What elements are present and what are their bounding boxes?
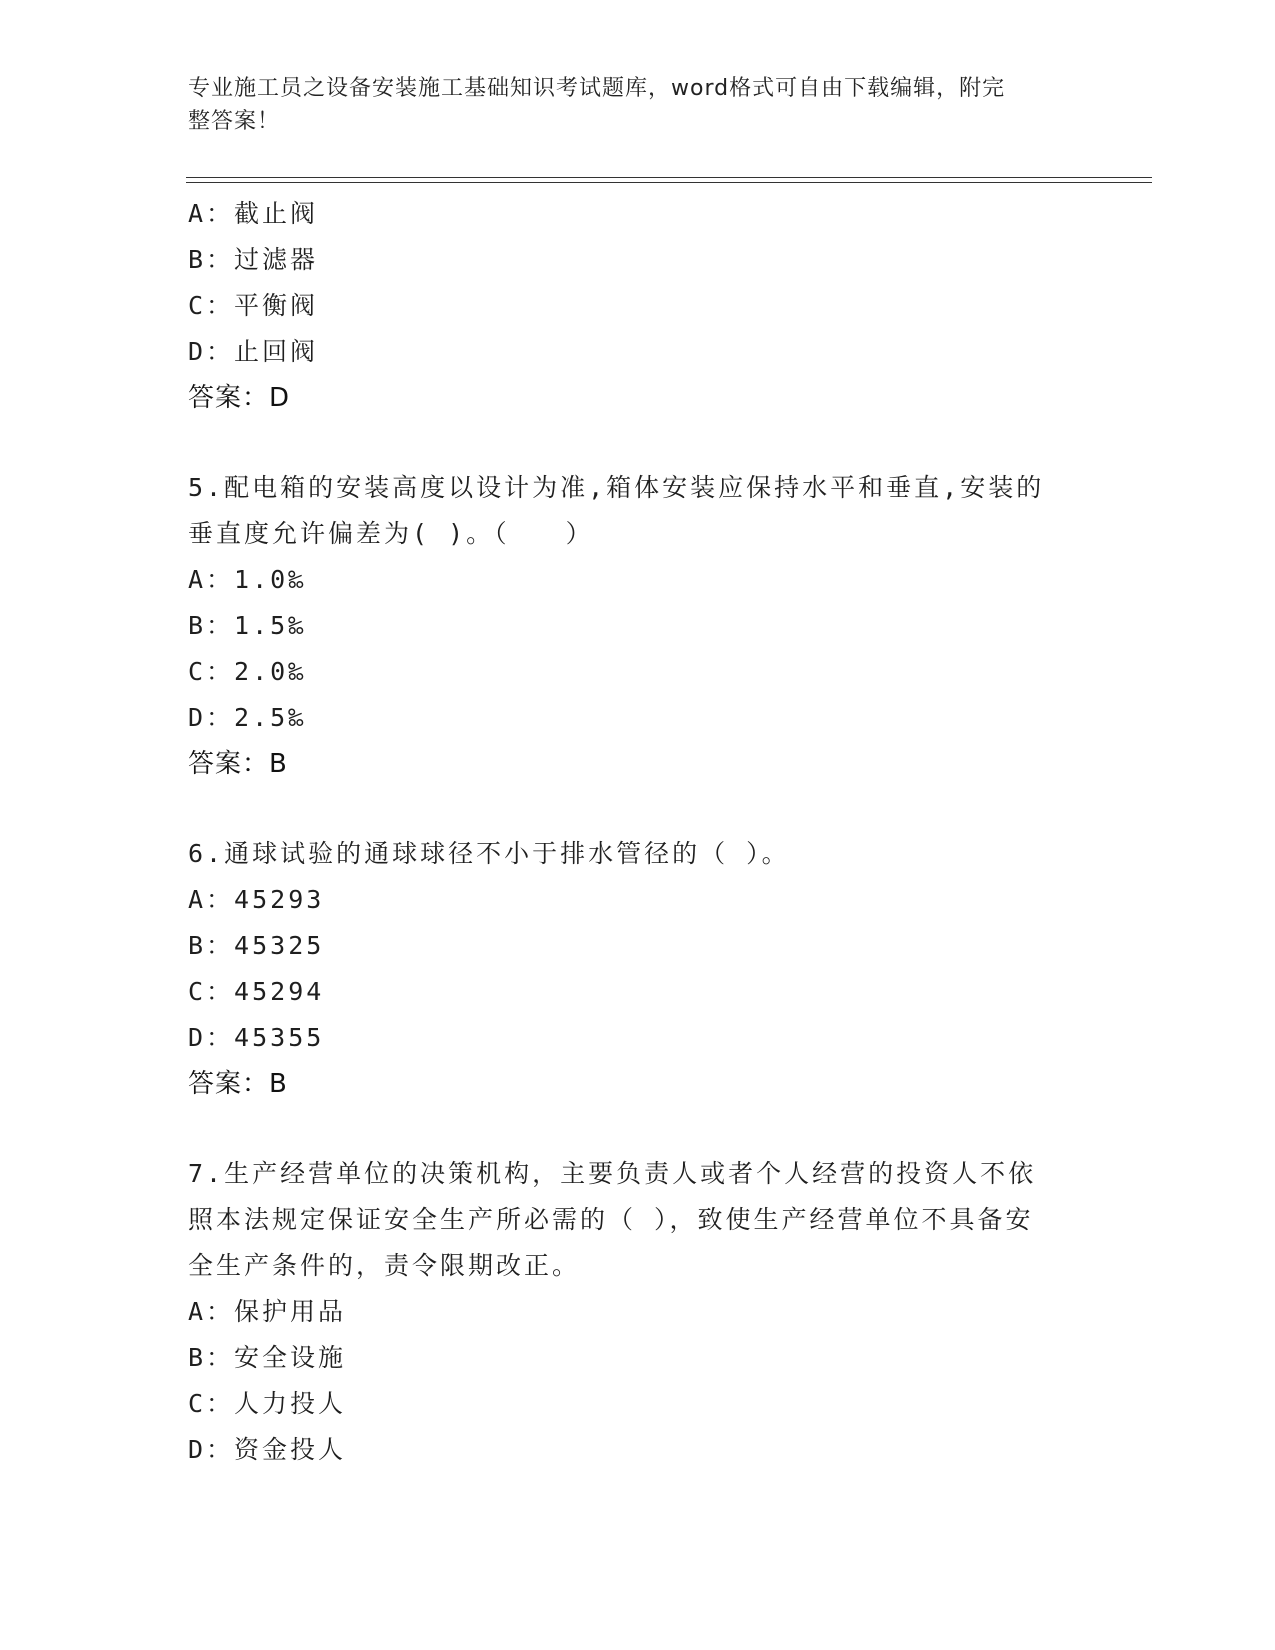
- option-a: A：1.0‰: [188, 565, 307, 594]
- header-divider-top: [186, 177, 1152, 178]
- option-c: C：人力投人: [188, 1389, 347, 1418]
- header-divider-bottom: [186, 182, 1152, 183]
- question-stem-line-3: 全生产条件的，责令限期改正。: [188, 1251, 581, 1280]
- option-c: C：45294: [188, 977, 325, 1006]
- answer: 答案：D: [188, 383, 291, 413]
- question-stem-line-2: 垂直度允许偏差为( )。（ ）: [188, 519, 594, 548]
- option-c: C：2.0‰: [188, 657, 307, 686]
- question-stem-line-1: 5.配电箱的安装高度以设计为准,箱体安装应保持水平和垂直,安装的: [188, 473, 1045, 502]
- question-stem-line-1: 6.通球试验的通球球径不小于排水管径的（ ）。: [188, 839, 790, 868]
- answer: 答案：B: [188, 1069, 288, 1099]
- question-list: [188, 191, 1088, 1473]
- option-b: B：安全设施: [188, 1343, 347, 1372]
- question-stem-line-2: 照本法规定保证安全生产所必需的（ ），致使生产经营单位不具备安: [188, 1205, 1034, 1234]
- question-stem-line-1: 7.生产经营单位的决策机构，主要负责人或者个人经营的投资人不依: [188, 1159, 1037, 1188]
- question-5: [188, 465, 1088, 787]
- option-d: D：止回阀: [188, 337, 319, 366]
- option-b: B：45325: [188, 931, 325, 960]
- question-4: [188, 191, 1088, 421]
- question-7: [188, 1151, 1088, 1473]
- option-a: A：45293: [188, 885, 325, 914]
- option-a: A：保护用品: [188, 1297, 347, 1326]
- header-line-2: 整答案！: [188, 109, 281, 134]
- option-a: A：截止阀: [188, 199, 319, 228]
- document-header: [188, 72, 1068, 138]
- option-b: B：过滤器: [188, 245, 319, 274]
- option-d: D：45355: [188, 1023, 325, 1052]
- header-line-1: 专业施工员之设备安装施工基础知识考试题库，word格式可自由下载编辑，附完: [188, 76, 1006, 101]
- answer: 答案：B: [188, 749, 288, 779]
- option-d: D：资金投人: [188, 1435, 347, 1464]
- option-d: D：2.5‰: [188, 703, 307, 732]
- option-c: C：平衡阀: [188, 291, 319, 320]
- question-6: [188, 831, 1088, 1107]
- option-b: B：1.5‰: [188, 611, 307, 640]
